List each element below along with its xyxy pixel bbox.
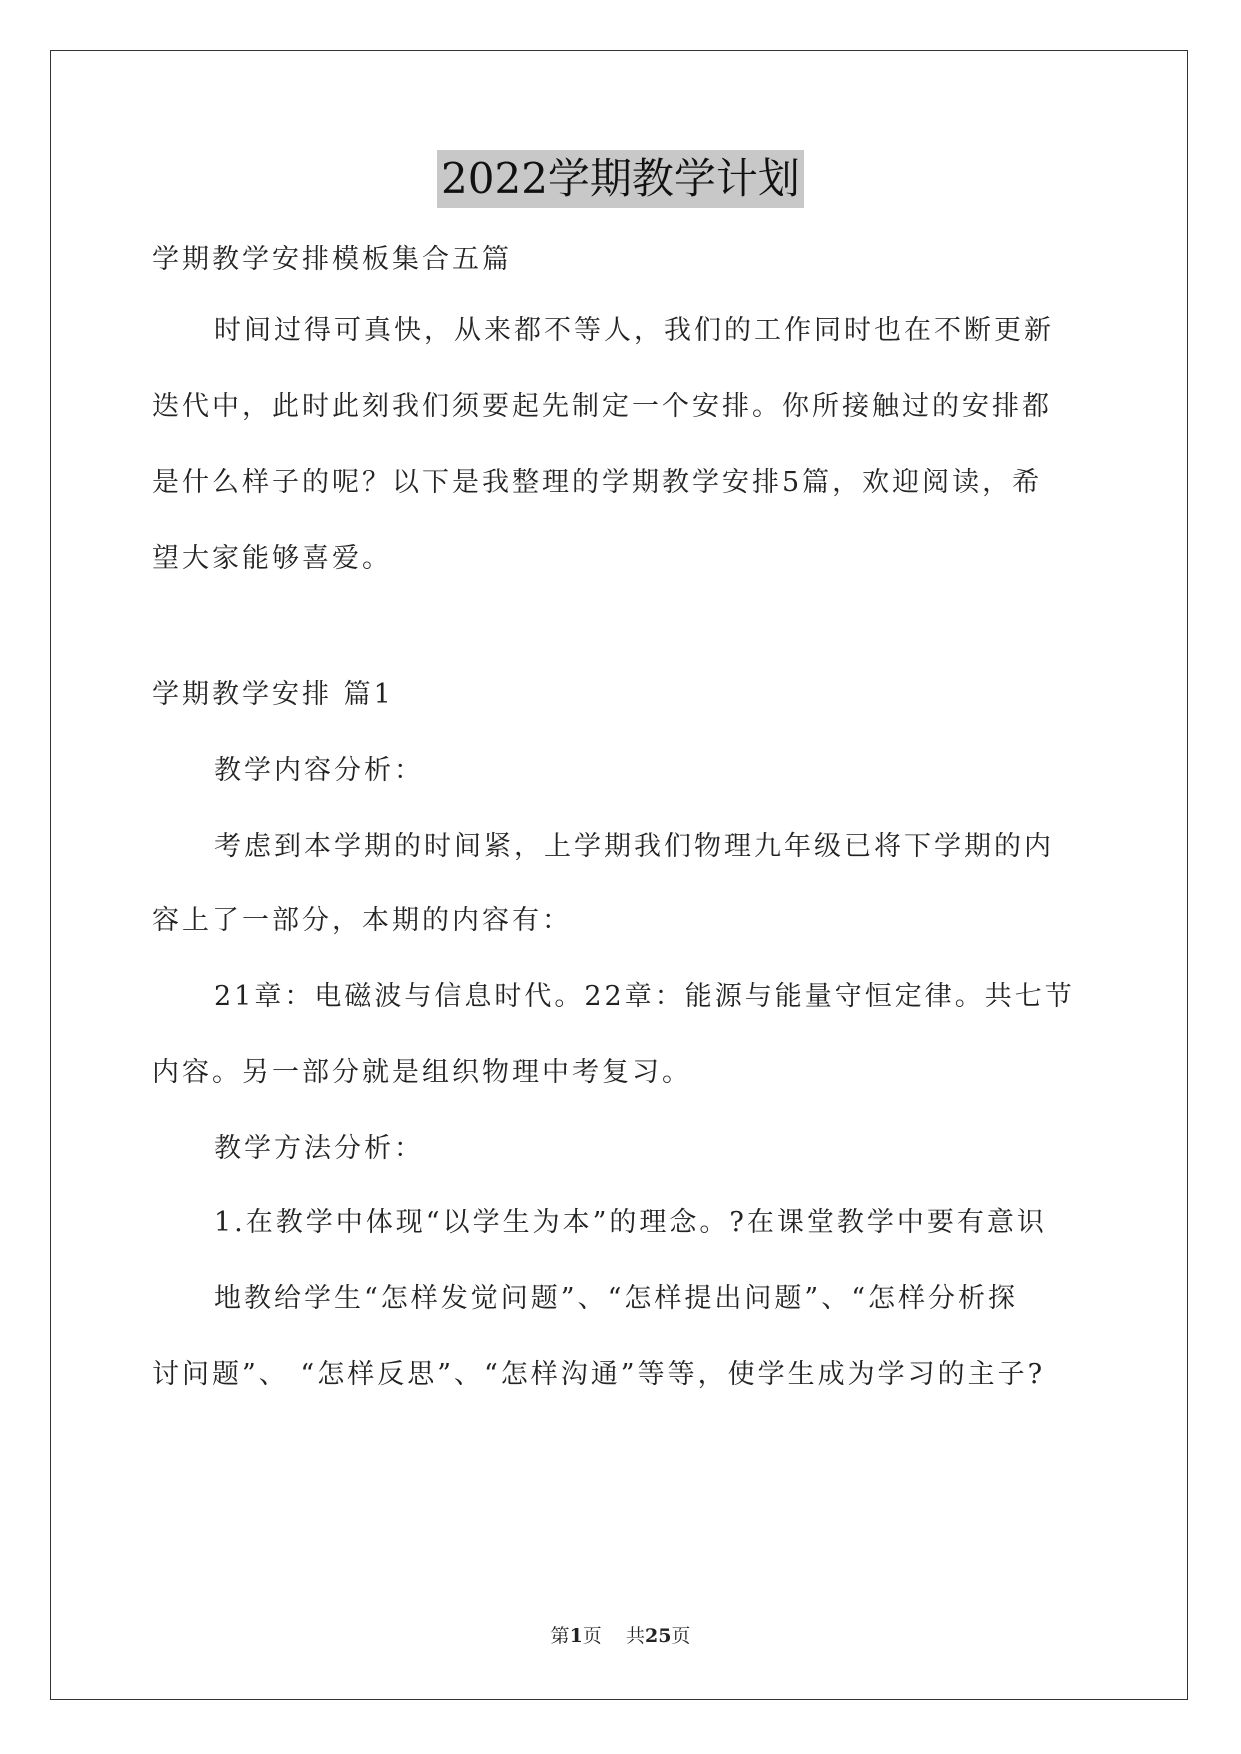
footer-page-prefix: 第 (550, 1625, 570, 1647)
document-title: 2022学期教学计划 (437, 150, 804, 208)
section-line-3: 容上了一部分，本期的内容有： (152, 905, 572, 936)
intro-line-2: 迭代中，此时此刻我们须要起先制定一个安排。你所接触过的安排都 (152, 391, 1052, 422)
footer-total-pages: 25 (644, 1625, 672, 1647)
intro-line-4: 望大家能够喜爱。 (152, 543, 392, 574)
section-line-9: 讨问题”、 “怎样反思”、“怎样沟通”等等，使学生成为学习的主子? (152, 1359, 1046, 1390)
intro-line-1: 时间过得可真快，从来都不等人，我们的工作同时也在不断更新 (214, 315, 1054, 346)
footer-page-number: 1 (569, 1625, 583, 1647)
title-container (0, 150, 1241, 208)
section-line-8: 地教给学生“怎样发觉问题”、“怎样提出问题”、“怎样分析探 (214, 1283, 1019, 1314)
section-line-1: 教学内容分析： (214, 755, 424, 786)
section-line-4: 21章：电磁波与信息时代。22章：能源与能量守恒定律。共七节 (214, 981, 1075, 1012)
section-heading: 学期教学安排 篇1 (152, 679, 394, 710)
footer-page-suffix: 页 (671, 1625, 691, 1647)
footer-page-mid: 页 共 (582, 1625, 645, 1647)
intro-line-3: 是什么样子的呢？以下是我整理的学期教学安排5篇，欢迎阅读，希 (152, 467, 1043, 498)
section-line-7: 1.在教学中体现“以学生为本”的理念。?在课堂教学中要有意识 (214, 1207, 1047, 1238)
page-border (50, 50, 1188, 1700)
section-line-5: 内容。另一部分就是组织物理中考复习。 (152, 1057, 692, 1088)
page-footer (0, 1623, 1241, 1649)
section-line-2: 考虑到本学期的时间紧，上学期我们物理九年级已将下学期的内 (214, 831, 1054, 862)
section-line-6: 教学方法分析： (214, 1133, 424, 1164)
document-subtitle: 学期教学安排模板集合五篇 (152, 244, 512, 275)
